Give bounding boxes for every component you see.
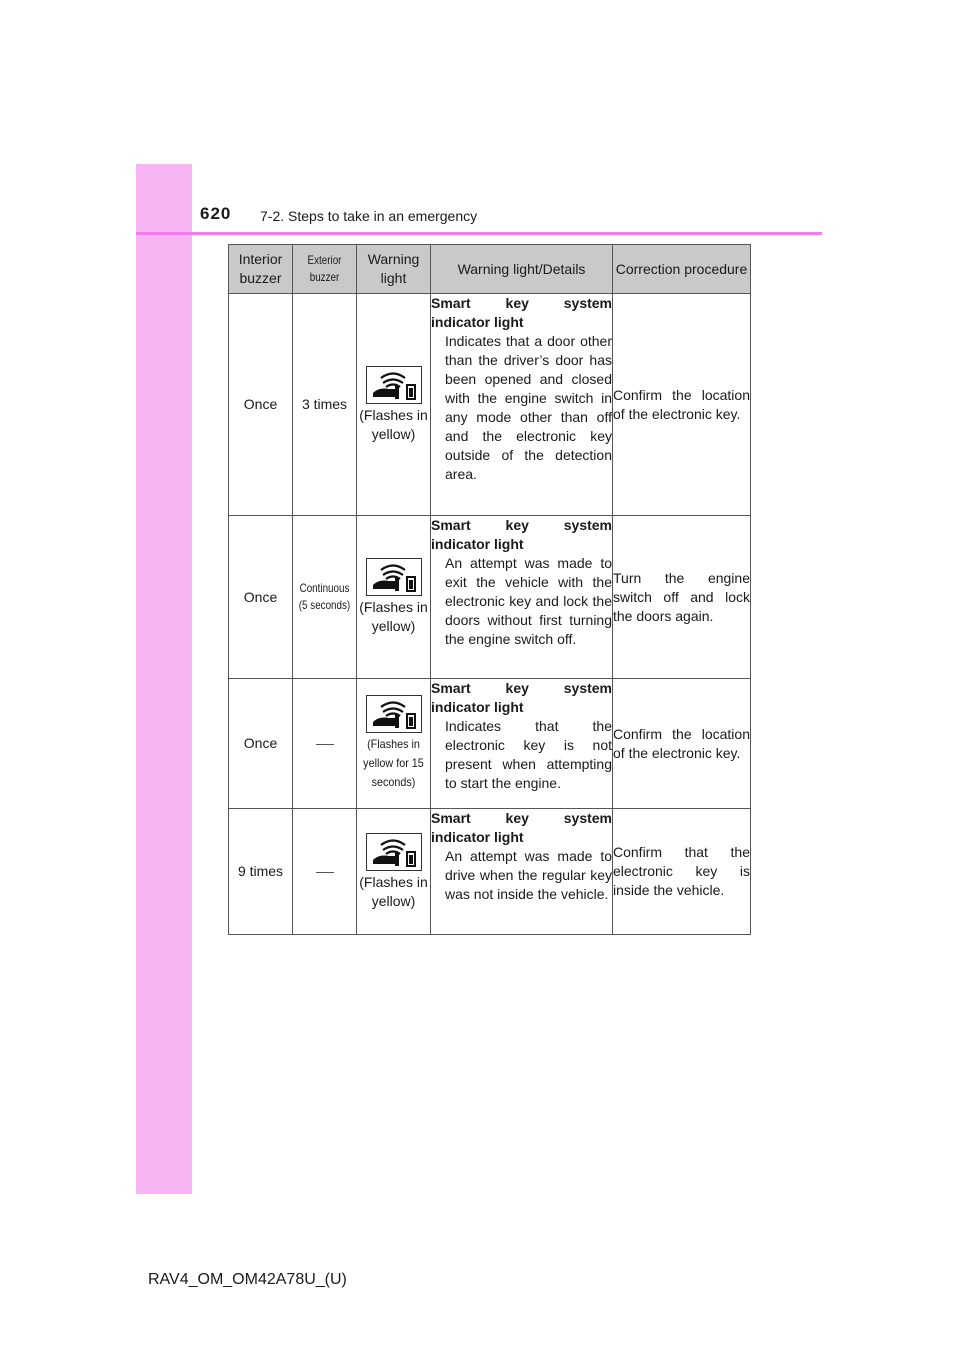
side-tab-strip [136, 164, 192, 1194]
interior-buzzer-cell: Once [229, 516, 293, 679]
correction-cell: Turn the engine switch off and lock the doors again. [613, 516, 751, 679]
warning-light-cell [357, 809, 431, 935]
page-number: 620 [200, 204, 232, 223]
interior-buzzer-cell: Once [229, 294, 293, 516]
correction-cell: Confirm the location of the electronic key. [613, 679, 751, 809]
exterior-buzzer-cell: 3 times [293, 294, 357, 516]
column-header-exterior-buzzer: Exterior buzzer [293, 245, 357, 294]
warning-light-cell [357, 294, 431, 516]
warning-light-cell [357, 679, 431, 809]
dash-mark [316, 744, 334, 745]
detail-title: Smart key system indicator light [431, 680, 612, 715]
detail-body: Indicates that the electronic key is not present when attempting to start the engine. [445, 718, 612, 791]
flash-note: (Flashes in yellow) [359, 406, 428, 442]
table-row [229, 679, 751, 809]
details-cell [431, 294, 613, 516]
table-row [229, 516, 751, 679]
column-header-details: Warning light/Details [431, 245, 613, 294]
flash-note: (Flashes in yellow) [359, 599, 428, 634]
details-cell [431, 809, 613, 935]
correction-cell: Confirm that the electronic key is inside the vehicle. [613, 809, 751, 935]
table-row [229, 809, 751, 935]
document-code: RAV4_OM_OM42A78U_(U) [148, 1271, 347, 1288]
details-cell [431, 679, 613, 809]
column-header-interior-buzzer: Interior buzzer [229, 245, 293, 294]
detail-title: Smart key system indicator light [431, 295, 612, 330]
flash-note: (Flashes in yellow) [359, 873, 428, 909]
detail-body: An attempt was made to exit the vehicle with the electronic key and lock the doors without first turning the engine switch off. [445, 555, 612, 647]
exterior-buzzer-cell [293, 809, 357, 935]
interior-buzzer-cell: 9 times [229, 809, 293, 935]
smart-key-indicator-icon [366, 695, 422, 733]
warning-table [228, 244, 751, 935]
column-header-correction: Correction procedure [613, 245, 751, 294]
column-header-warning-light: Warning light [357, 245, 431, 294]
details-cell [431, 516, 613, 679]
detail-body: Indicates that a door other than the driver’s door has been opened and closed with the engine switch in any mode other than off and the electronic key outside of the detection area. [445, 333, 612, 482]
detail-body: An attempt was made to drive when the regular key was not inside the vehicle. [445, 848, 612, 902]
flash-note: (Flashes in yellow for 15 seconds) [363, 737, 424, 789]
section-title: 7-2. Steps to take in an emergency [260, 208, 478, 224]
header-rule [136, 232, 822, 235]
smart-key-indicator-icon [366, 558, 422, 596]
smart-key-indicator-icon [366, 366, 422, 404]
detail-title: Smart key system indicator light [431, 517, 612, 552]
interior-buzzer-cell: Once [229, 679, 293, 809]
exterior-buzzer-cell: Continuous (5 seconds) [293, 516, 357, 679]
warning-light-cell [357, 516, 431, 679]
smart-key-indicator-icon [366, 833, 422, 871]
dash-mark [316, 872, 334, 873]
detail-title: Smart key system indicator light [431, 810, 612, 845]
correction-cell: Confirm the location of the electronic key. [613, 294, 751, 516]
table-row [229, 294, 751, 516]
exterior-buzzer-cell [293, 679, 357, 809]
table-header-row [229, 245, 751, 294]
